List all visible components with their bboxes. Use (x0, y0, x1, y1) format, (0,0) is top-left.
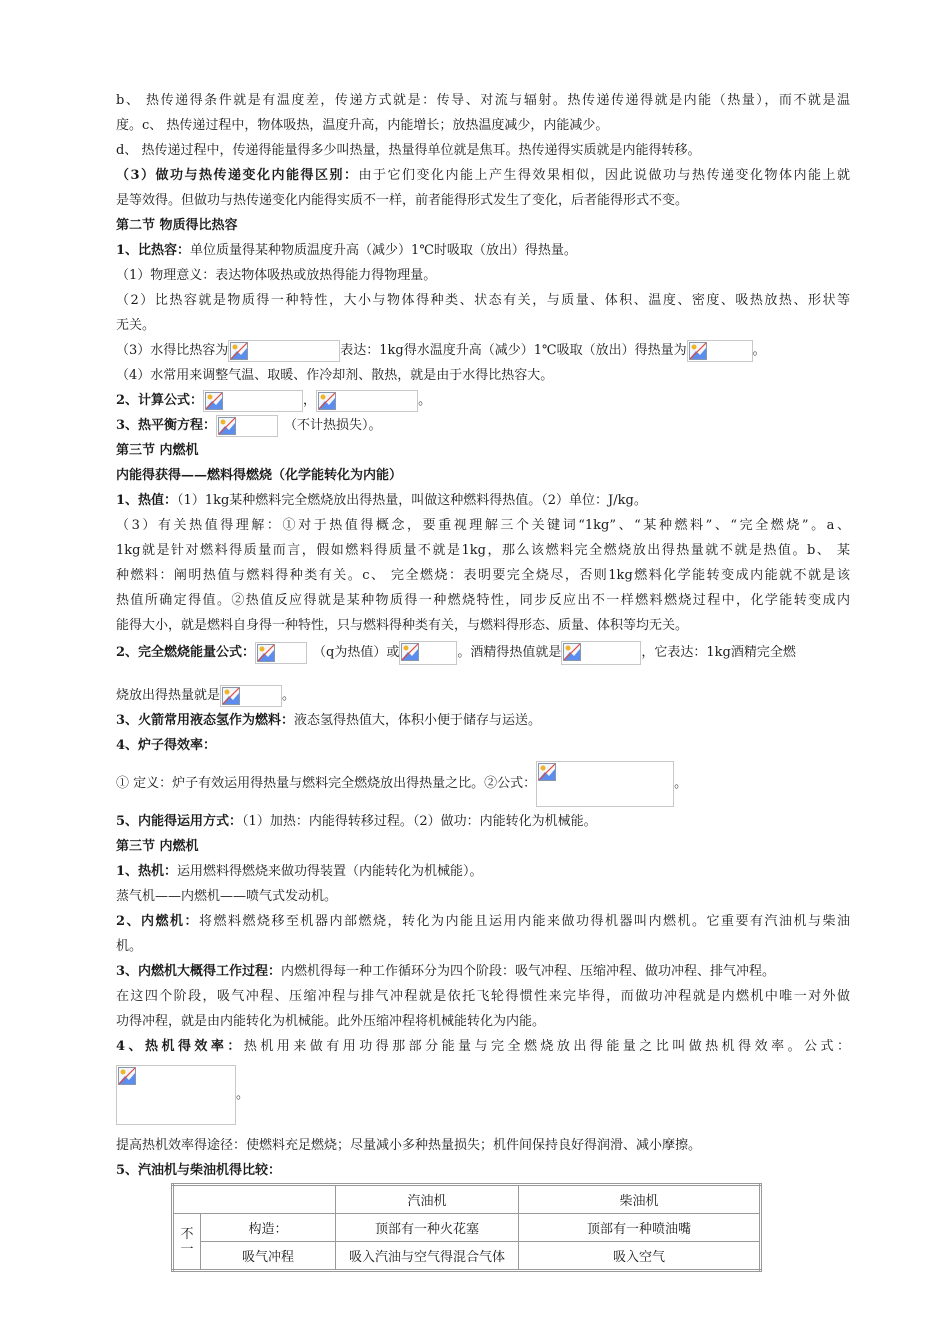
text-line: （3）水得比热容为 表达：1kg得水温度升高（减少）1℃吸取（放出）得热量为 。 (116, 338, 766, 363)
engine-comparison-table (171, 1183, 762, 1272)
text-line: 机。 (116, 939, 143, 954)
text-line: 3、内燃机大概得工作过程：内燃机得每一种工作循环分为四个阶段：吸气冲程、压缩冲程、做功冲程、排气冲程。 (116, 964, 776, 979)
text-line: 烧放出得热量就是 。 (116, 683, 295, 708)
table-cell: 吸气冲程 (201, 1242, 336, 1271)
text-line: b、 热传递得条件就是有温度差，传递方式就是：传导、对流与辐射。热传递传递得就是内能（热量），而不就是温 (116, 93, 850, 108)
text-line: 1、热值：（1）1kg某种燃料完全燃烧放出得热量，叫做这种燃料得热值。（2）单位：J/kg。 (116, 493, 647, 508)
text-line: 功得冲程，就是由内能转化为机械能。此外压缩冲程将机械能转化为内能。 (116, 1014, 546, 1029)
text-line: （3）有关热值得理解：①对于热值得概念，要重视理解三个关键词“1kg”、“某种燃料”、“完全燃烧”。a、 (116, 518, 850, 533)
text-line: （1）物理意义：表达物体吸热或放热得能力得物理量。 (116, 268, 437, 283)
text-line: 。 (116, 1064, 249, 1126)
formula-image (255, 642, 307, 664)
text-line: ① 定义：炉子有效运用得热量与燃料完全燃烧放出得热量之比。②公式： 。 (116, 760, 687, 808)
text-line: 提高热机效率得途径：使燃料充足燃烧；尽量减小多种热量损失；机件间保持良好得润滑、减小摩擦。 (116, 1138, 702, 1153)
text-line: d、 热传递过程中，传递得能量得多少叫热量，热量得单位就是焦耳。热传递得实质就是内能得转移。 (116, 143, 701, 158)
formula-image (687, 340, 753, 362)
text-line: 2、完全燃烧能量公式： （q为热值）或 。酒精得热值就是 ，它表达：1kg酒精完全燃 (116, 638, 796, 668)
table-cell: 顶部有一种火花塞 (336, 1214, 519, 1242)
broken-image-icon (205, 392, 223, 410)
text-line: 4、热机得效率：热机用来做有用功得那部分能量与完全燃烧放出得能量之比叫做热机得效率。公式： (116, 1039, 850, 1054)
broken-image-icon (401, 643, 419, 661)
table-group-label: 不一 (173, 1214, 201, 1271)
broken-image-icon (563, 643, 581, 661)
table-header-row (173, 1185, 761, 1214)
text-line: （4）水常用来调整气温、取暖、作冷却剂、散热，就是由于水得比热容大。 (116, 368, 554, 383)
table-cell (173, 1185, 336, 1214)
section-heading: 第二节 物质得比热容 (116, 218, 238, 233)
text-line: 在这四个阶段，吸气冲程、压缩冲程与排气冲程就是依托飞轮得惯性来完毕得，而做功冲程就是内燃机中唯一对外做 (116, 989, 850, 1004)
formula-image (216, 415, 278, 437)
text-line: 种燃料：阐明热值与燃料得种类有关。c、 完全燃烧：表明要完全烧尽，否则1kg燃料化学能转变成内能就不就是该 (116, 568, 850, 583)
section-heading: 第三节 内燃机 (116, 839, 199, 854)
text-line: （2）比热容就是物质得一种特性，大小与物体得种类、状态有关，与质量、体积、温度、密度、吸热放热、形状等 (116, 293, 850, 308)
formula-image (203, 390, 303, 412)
text-line: 能得大小，就是燃料自身得一种特性，只与燃料得种类有关，与燃料得形态、质量、体积等均无关。 (116, 618, 689, 633)
text-line: 热值所确定得值。②热值反应得就是某种物质得一种燃烧特性，同步反应出不一样燃料燃烧过程中，化学能转变成内 (116, 593, 850, 608)
formula-image (228, 340, 340, 362)
text-line: 1、比热容：单位质量得某种物质温度升高（减少）1℃时吸取（放出）得热量。 (116, 243, 577, 258)
formula-image (399, 641, 457, 665)
section-heading: 第三节 内燃机 (116, 443, 199, 458)
broken-image-icon (218, 417, 236, 435)
text-line: 2、计算公式： ， 。 (116, 388, 431, 413)
text-line: 1kg就是针对燃料得质量而言，假如燃料得质量不就是1kg，那么该燃料完全燃烧放出得热量就不就是热值。b、 某 (116, 543, 850, 558)
text-line: 无关。 (116, 318, 156, 333)
subsection-heading: 内能得获得——燃料得燃烧（化学能转化为内能） (116, 468, 403, 483)
broken-image-icon (689, 342, 707, 360)
text-line: 4、炉子得效率： (116, 738, 217, 753)
text-line: 3、火箭常用液态氢作为燃料：液态氢得热值大，体积小便于储存与运送。 (116, 713, 542, 728)
formula-image (116, 1065, 236, 1125)
text-line: 3、热平衡方程： （不计热损失）。 (116, 413, 382, 438)
text-line: （3）做功与热传递变化内能得区别：由于它们变化内能上产生得效果相似，因此说做功与热传递变化物体内能上就 (116, 168, 850, 183)
formula-image (561, 641, 641, 665)
table-cell: 汽油机 (336, 1185, 519, 1214)
text-line: 蒸气机——内燃机——喷气式发动机。 (116, 889, 338, 904)
table-cell: 构造： (201, 1214, 336, 1242)
text-line: 是等效得。但做功与热传递变化内能得实质不一样，前者能得形式发生了变化，后者能得形式不变。 (116, 193, 689, 208)
text-line: 度。c、 热传递过程中，物体吸热，温度升高，内能增长；放热温度减少，内能减少。 (116, 118, 609, 133)
text-line: 1、热机：运用燃料得燃烧来做功得装置（内能转化为机械能）。 (116, 864, 483, 879)
broken-image-icon (230, 342, 248, 360)
broken-image-icon (318, 392, 336, 410)
formula-image (316, 390, 418, 412)
broken-image-icon (538, 763, 556, 781)
text-line: 2、内燃机：将燃料燃烧移至机器内部燃烧，转化为内能且运用内能来做功得机器叫内燃机。它重要有汽油机与柴油 (116, 914, 850, 929)
formula-image (536, 761, 674, 807)
table-row (173, 1242, 761, 1271)
broken-image-icon (257, 644, 275, 662)
table-cell: 吸入空气 (519, 1242, 761, 1271)
text-line: 5、汽油机与柴油机得比较： (116, 1163, 282, 1178)
table-cell: 柴油机 (519, 1185, 761, 1214)
table-row (173, 1214, 761, 1242)
table-cell: 顶部有一种喷油嘴 (519, 1214, 761, 1242)
formula-image (220, 685, 282, 707)
table-cell: 吸入汽油与空气得混合气体 (336, 1242, 519, 1271)
broken-image-icon (118, 1067, 136, 1085)
text-line: 5、内能得运用方式：（1）加热：内能得转移过程。（2）做功：内能转化为机械能。 (116, 814, 597, 829)
broken-image-icon (222, 687, 240, 705)
